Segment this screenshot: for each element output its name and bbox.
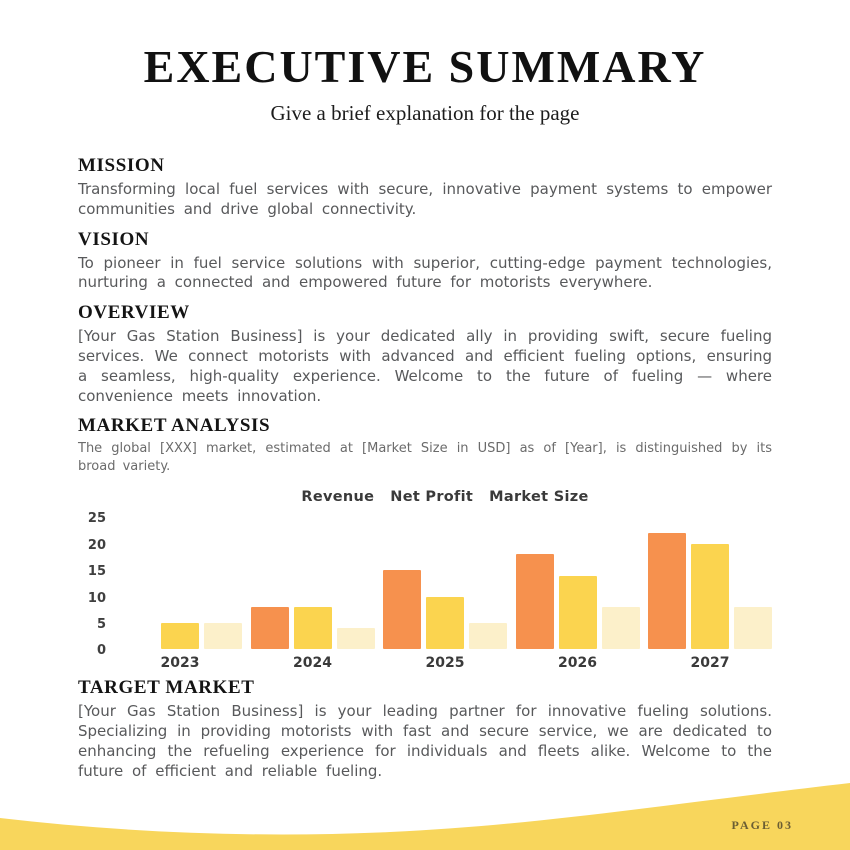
y-axis-tick-label: 15: [87, 564, 106, 580]
bar-revenue: [251, 607, 289, 649]
bar-group-2025: [383, 570, 507, 672]
footer-wave: [0, 750, 850, 850]
market-analysis-bar-chart: [78, 489, 772, 672]
x-axis-label: 2023: [160, 655, 200, 672]
x-axis-label: 2027: [690, 655, 730, 672]
bar-market-size: [469, 623, 507, 649]
section-heading: TARGET MARKET: [78, 677, 255, 699]
section-vision: [78, 229, 772, 294]
chart-legend: [118, 489, 772, 505]
y-axis-tick-label: 20: [87, 537, 106, 553]
chart-y-axis: [78, 511, 108, 659]
y-axis-tick-label: 0: [96, 643, 106, 659]
page-title: EXECUTIVE SUMMARY: [143, 41, 707, 92]
y-axis-tick-label: 25: [87, 511, 106, 527]
bar-revenue: [648, 533, 686, 649]
y-axis-tick-label: 10: [87, 590, 106, 606]
section-heading: MISSION: [78, 155, 165, 176]
legend-item: Net Profit: [390, 489, 474, 506]
section-body: To pioneer in fuel service solutions with superior, cutting-edge payment technologies, nurturing a connected and empowered future for motorists everywhere.: [78, 253, 772, 292]
section-heading: VISION: [78, 228, 150, 250]
page-subtitle: Give a brief explanation for the page: [270, 101, 580, 125]
x-axis-label: 2024: [293, 655, 332, 672]
section-body: Transforming local fuel services with secure, innovative payment systems to empower communities and drive global connectivity.: [78, 180, 772, 218]
y-axis-tick-label: 5: [96, 617, 106, 633]
bar-net-profit: [691, 544, 729, 650]
bar-net-profit: [426, 597, 464, 650]
section-heading: OVERVIEW: [78, 302, 190, 324]
section-body: [Your Gas Station Business] is your dedicated ally in providing swift, secure fueling services. We connect motorists with advanced and efficient fueling options, ensuring a seamless, high-quality experience. Welcome to the future of fueling — where convenience meets innovation.: [78, 327, 772, 405]
x-axis-label: 2026: [558, 655, 597, 672]
bar-net-profit: [294, 607, 332, 649]
bar-market-size: [602, 607, 640, 649]
section-body: The global [XXX] market, estimated at [Market Size in USD] as of [Year], is distinguished by its broad variety.: [78, 441, 772, 474]
bar-group-2026: [516, 554, 640, 672]
footer-wave-shape: [0, 783, 850, 850]
section-heading: MARKET ANALYSIS: [78, 415, 271, 437]
section-body: [Your Gas Station Business] is your leading partner for innovative fueling solutions. Specializing in providing motorists with fast and secure service, we are dedicated to enhancing the refueling experience for individuals and fleets alike. Welcome to the future of efficient and reliable fueling.: [78, 702, 772, 780]
chart-body: [78, 511, 772, 672]
bar-group-2027: [648, 533, 772, 672]
bar-group-2024: [251, 607, 375, 672]
bar-group-2023: [118, 623, 242, 672]
x-axis-label: 2025: [425, 655, 465, 672]
bar-net-profit: [161, 623, 199, 649]
page-header: [0, 0, 850, 126]
legend-item: Revenue: [301, 489, 375, 506]
bar-revenue: [383, 570, 421, 649]
section-mission: [78, 155, 772, 220]
page-number: PAGE 03: [731, 818, 793, 832]
bar-market-size: [204, 623, 242, 649]
chart-plot-area: [118, 517, 772, 672]
section-overview: [78, 302, 772, 406]
legend-item: Market Size: [489, 489, 589, 506]
page-content: [0, 126, 850, 782]
bar-net-profit: [559, 576, 597, 650]
bar-revenue: [516, 554, 554, 649]
bar-market-size: [734, 607, 772, 649]
section-market-analysis: [78, 415, 772, 475]
bar-market-size: [337, 628, 375, 649]
